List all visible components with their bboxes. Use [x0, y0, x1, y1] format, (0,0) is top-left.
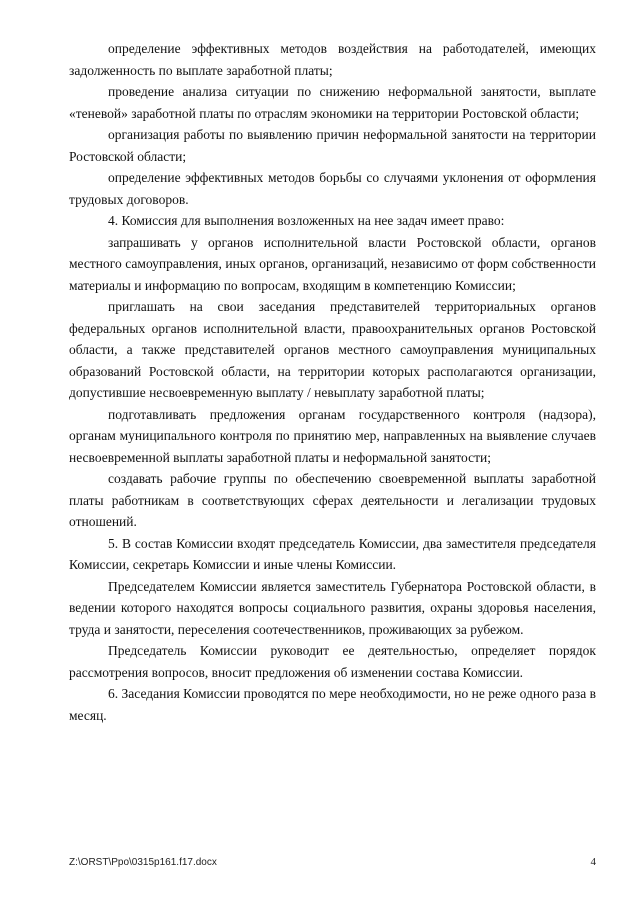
- paragraph-13: 6. Заседания Комиссии проводятся по мере необходимости, но не реже одного раза в месяц.: [69, 686, 596, 723]
- paragraph-7: приглашать на свои заседания представителей территориальных органов федеральных органов исполнительной власти, правоохранительных органов Ростовской области, а также представителей органов местного самоуправления муниципальных образований Ростовской области, на территории которых располагаются организации, допустившие несвоевременную выплату / невыплату заработной платы;: [69, 299, 596, 400]
- paragraph-2: проведение анализа ситуации по снижению неформальной занятости, выплате «теневой» заработной платы по отраслям экономики на территории Ростовской области;: [69, 84, 596, 121]
- document-body: [69, 38, 596, 726]
- paragraph-9: создавать рабочие группы по обеспечению своевременной выплаты заработной платы работникам в соответствующих сферах деятельности и легализации трудовых отношений.: [69, 471, 596, 529]
- paragraph-3: организация работы по выявлению причин неформальной занятости на территории Ростовской области;: [69, 127, 596, 164]
- paragraph-6: запрашивать у органов исполнительной власти Ростовской области, органов местного самоуправления, иных органов, организаций, независимо от форм собственности материалы и информацию по вопросам, входящим в компетенцию Комиссии;: [69, 234, 596, 293]
- paragraph-8: подготавливать предложения органам государственного контроля (надзора), органам муниципального контроля по принятию мер, направленных на выявление случаев несвоевременной выплаты заработной платы и неформальной занятости;: [69, 406, 596, 465]
- paragraph-10: 5. В состав Комиссии входят председатель Комиссии, два заместителя председателя Комиссии, секретарь Комиссии и иные члены Комиссии.: [69, 535, 596, 572]
- paragraph-12: Председатель Комиссии руководит ее деятельностью, определяет порядок рассмотрения вопросов, вносит предложения об изменении состава Комиссии.: [69, 643, 596, 680]
- paragraph-5: 4. Комиссия для выполнения возложенных на нее задач имеет право:: [108, 213, 505, 228]
- page-number: 4: [590, 856, 596, 868]
- paragraph-11: Председателем Комиссии является заместитель Губернатора Ростовской области, в ведении которого находятся вопросы социального развития, охраны здоровья населения, труда и занятости, переселения соотечественников, проживающих за рубежом.: [69, 578, 596, 637]
- footer-file-path: Z:\ORST\Ppo\0315p161.f17.docx: [69, 857, 217, 868]
- paragraph-1: определение эффективных методов воздействия на работодателей, имеющих задолженность по выплате заработной платы;: [69, 41, 596, 78]
- paragraph-4: определение эффективных методов борьбы со случаями уклонения от оформления трудовых договоров.: [69, 170, 596, 207]
